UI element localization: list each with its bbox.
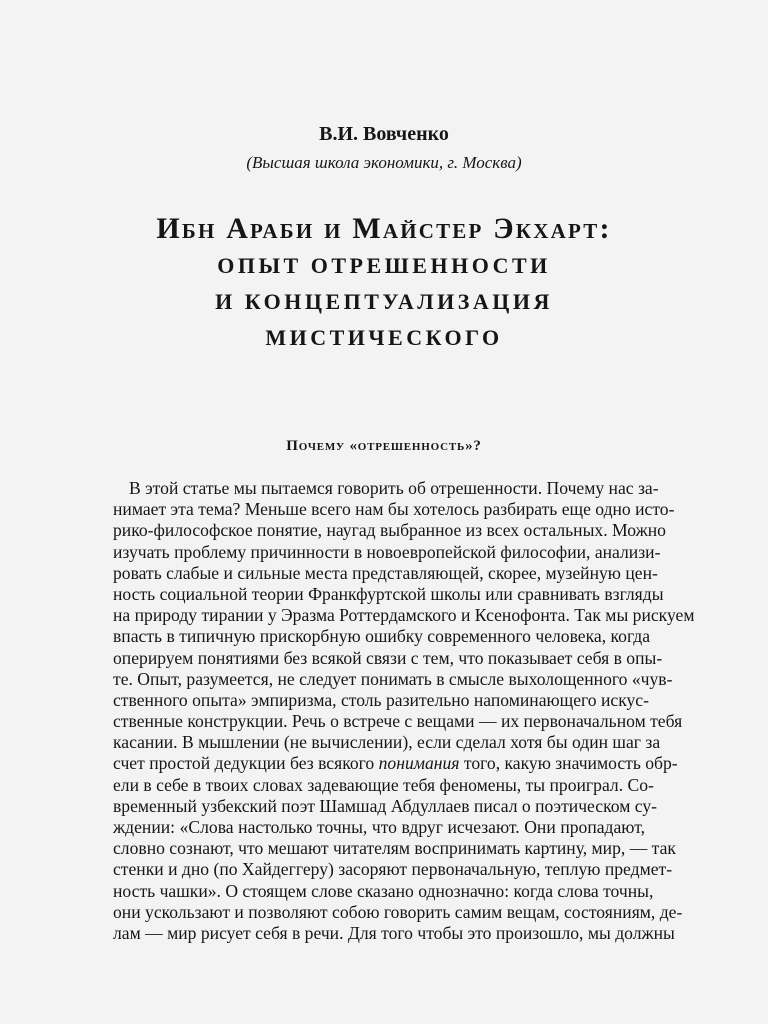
author-name: В.И. Вовченко (319, 123, 449, 145)
text-line: ность социальной теории Франкфуртской школы или сравнивать взгляды (113, 583, 664, 604)
text-line: стенки и дно (по Хайдеггеру) засоряют первоначальную, теплую предмет- (113, 859, 673, 880)
text-line: они ускользают и позволяют собою говорить самим вещам, состояниям, де- (113, 901, 683, 922)
text-line: впасть в типичную прискорбную ошибку современного человека, когда (113, 626, 651, 647)
article-title (0, 210, 768, 356)
text-line: ждении: «Слова настолько точны, что вдруг исчезают. Они пропадают, (113, 817, 645, 837)
text-line: словно сознают, что мешают читателям воспринимать картину, мир, — так (113, 838, 676, 859)
title-line-3: И КОНЦЕПТУАЛИЗАЦИЯ (215, 289, 553, 314)
body-paragraph (113, 478, 695, 944)
title-line-4: МИСТИЧЕСКОГО (265, 325, 503, 350)
section-heading: Почему «отрешенность»? (286, 438, 482, 454)
text-line: счет простой дедукции без всякого понимания того, какую значимость обр- (113, 753, 678, 774)
text-line: В этой статье мы пытаемся говорить об отрешенности. Почему нас за- (129, 478, 659, 498)
text-line: нимает эта тема? Меньше всего нам бы хотелось разбирать еще одно исто- (113, 499, 675, 520)
text-line: ственного опыта» эмпиризма, столь разительно напоминающего искус- (113, 689, 649, 710)
author-affiliation: (Высшая школа экономики, г. Москва) (246, 153, 522, 172)
text-line: ровать слабые и сильные места представляющей, скорее, музейную цен- (113, 562, 658, 583)
text-line: касании. В мышлении (не вычислении), если сделал хотя бы один шаг за (113, 732, 661, 753)
text-line: лам — мир рисует себя в речи. Для того чтобы это произошло, мы должны (113, 922, 675, 943)
text-line: временный узбекский поэт Шамшад Абдуллаев писал о поэтическом су- (113, 795, 657, 816)
text-line: на природу тирании у Эразма Роттердамского и Ксенофонта. Так мы рискуем (113, 605, 695, 626)
text-line: ность чашки». О стоящем слове сказано однозначно: когда слова точны, (113, 880, 654, 901)
text-line: те. Опыт, разумеется, не следует понимать в смысле выхолощенного «чув- (113, 668, 673, 689)
text-line: ственные конструкции. Речь о встрече с вещами — их первоначальном тебя (113, 711, 683, 732)
text-line: рико-философское понятие, наугад выбранное из всех остальных. Можно (113, 520, 666, 541)
text-line: оперируем понятиями без всякой связи с тем, что показывает себя в опы- (113, 647, 663, 668)
text-line: ели в себе в твоих словах задевающие тебя феномены, ты проиграл. Со- (113, 774, 654, 795)
title-line-2: ОПЫТ ОТРЕШЕННОСТИ (217, 253, 551, 278)
title-line-1: Ибн Араби и Майстер Экхарт: (156, 212, 612, 245)
text-line: изучать проблему причинности в новоевропейской философии, анализи- (113, 541, 661, 562)
emphasis-term: понимания (378, 753, 460, 774)
